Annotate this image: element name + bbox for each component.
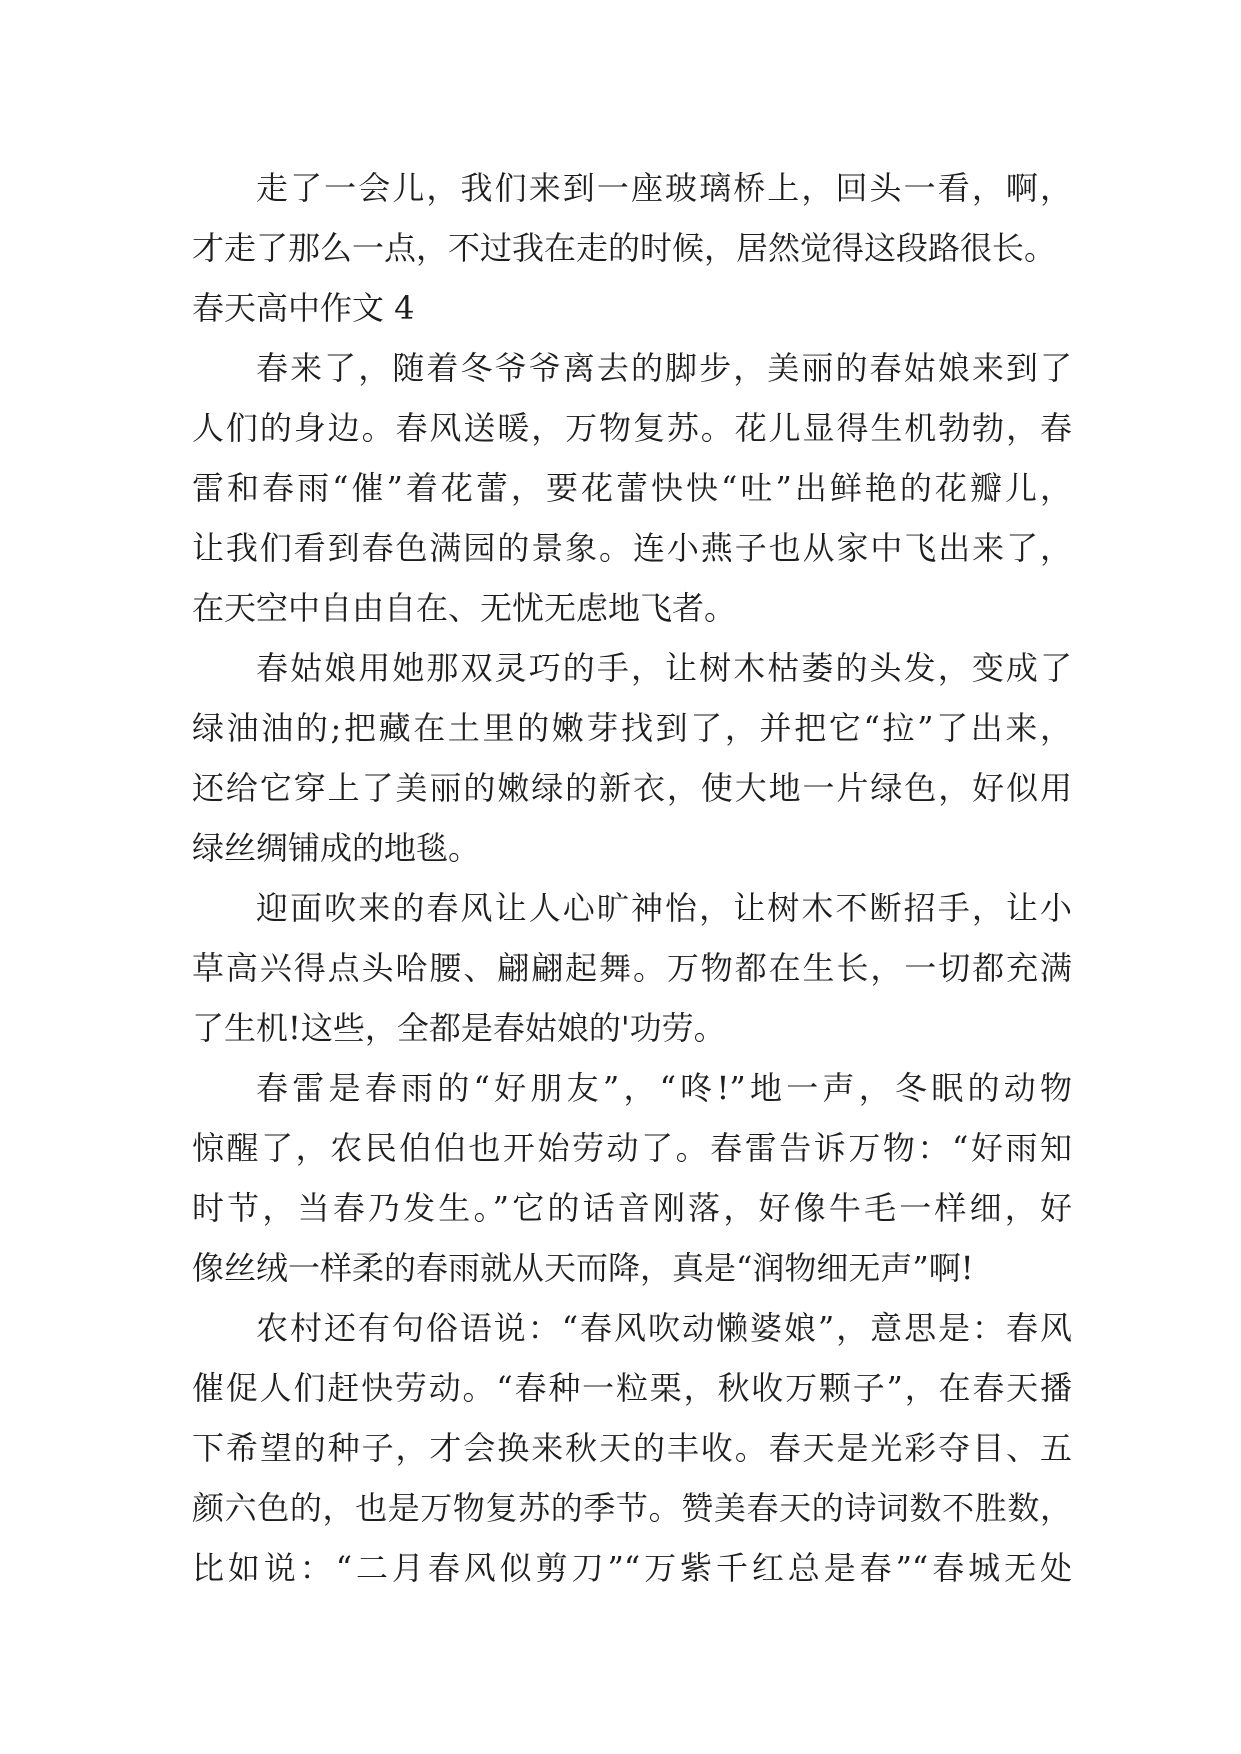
paragraph-line: 绿丝绸铺成的地毯。 xyxy=(192,829,481,867)
paragraph-line: 惊醒了，农民伯伯也开始劳动了。春雷告诉万物：“好雨知 xyxy=(192,1129,1072,1167)
paragraph-line: 下希望的种子，才会换来秋天的丰收。春天是光彩夺目、五 xyxy=(192,1429,1072,1467)
paragraph-line: 草高兴得点头哈腰、翩翩起舞。万物都在生长，一切都充满 xyxy=(192,949,1072,987)
paragraph-line: 春来了，随着冬爷爷离去的脚步，美丽的春姑娘来到了 xyxy=(256,349,1072,387)
paragraph-line: 才走了那么一点，不过我在走的时候，居然觉得这段路很长。 xyxy=(192,229,1057,267)
essay-body xyxy=(192,158,1072,1598)
paragraph-line: 雷和春雨“催”着花蕾，要花蕾快快“吐”出鲜艳的花瓣儿， xyxy=(192,469,1072,507)
paragraph-line: 在天空中自由自在、无忧无虑地飞者。 xyxy=(192,589,737,627)
paragraph-line: 绿油油的;把藏在土里的嫩芽找到了，并把它“拉”了出来， xyxy=(192,709,1072,747)
paragraph-line: 颜六色的，也是万物复苏的季节。赞美春天的诗词数不胜数， xyxy=(192,1489,1072,1527)
paragraph-line: 让我们看到春色满园的景象。连小燕子也从家中飞出来了， xyxy=(192,529,1072,567)
section-heading: 春天高中作文 4 xyxy=(192,289,415,327)
paragraph-line: 农村还有句俗语说：“春风吹动懒婆娘”，意思是：春风 xyxy=(256,1309,1072,1347)
paragraph-line: 时节，当春乃发生。”它的话音刚落，好像牛毛一样细，好 xyxy=(192,1189,1072,1227)
paragraph-line: 春雷是春雨的“好朋友”，“咚!”地一声，冬眠的动物 xyxy=(256,1069,1072,1107)
paragraph-line: 春姑娘用她那双灵巧的手，让树木枯萎的头发，变成了 xyxy=(256,649,1072,687)
paragraph-line: 还给它穿上了美丽的嫩绿的新衣，使大地一片绿色，好似用 xyxy=(192,769,1072,807)
paragraph-line: 人们的身边。春风送暖，万物复苏。花儿显得生机勃勃，春 xyxy=(192,409,1072,447)
paragraph-line: 催促人们赶快劳动。“春种一粒栗，秋收万颗子”，在春天播 xyxy=(192,1369,1072,1407)
paragraph-line: 走了一会儿，我们来到一座玻璃桥上，回头一看，啊， xyxy=(256,169,1072,207)
paragraph-line: 迎面吹来的春风让人心旷神怡，让树木不断招手，让小 xyxy=(256,889,1072,927)
paragraph-line: 了生机!这些，全都是春姑娘的'功劳。 xyxy=(192,1009,726,1047)
paragraph-line: 比如说：“二月春风似剪刀”“万紫千红总是春”“春城无处 xyxy=(192,1549,1072,1587)
paragraph-line: 像丝绒一样柔的春雨就从天而降，真是“润物细无声”啊! xyxy=(192,1249,974,1287)
